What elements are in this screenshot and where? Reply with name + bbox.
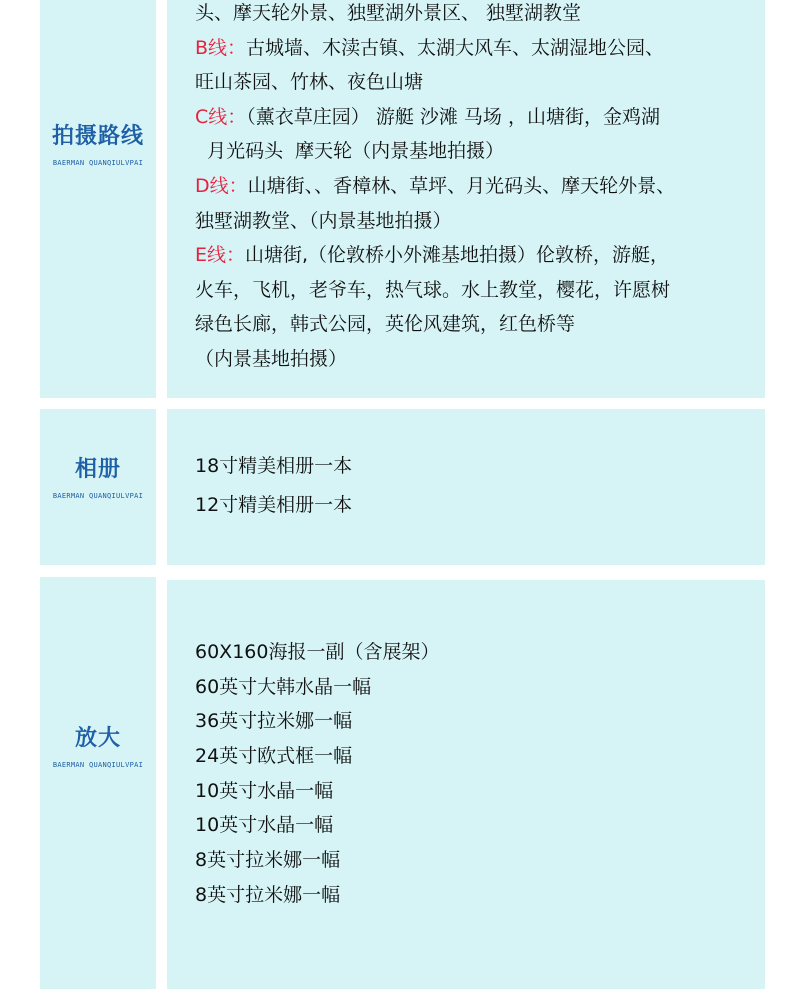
enlarge-item: 60英寸大韩水晶一幅 bbox=[195, 675, 372, 698]
route-line-text: 独墅湖教堂、（内景基地拍摄） bbox=[195, 209, 452, 232]
route-line-key: B线： bbox=[195, 36, 247, 59]
enlarge-list bbox=[195, 635, 755, 913]
route-line-text: 山塘街,（伦敦桥小外滩基地拍摄）伦敦桥，游艇， bbox=[245, 244, 670, 267]
route-line-text: 古城墙、木渎古镇、太湖大风车、太湖湿地公园、 bbox=[246, 36, 665, 59]
route-line-key: E线： bbox=[195, 244, 246, 267]
route-line bbox=[195, 0, 755, 31]
routes-label-cell bbox=[40, 0, 156, 398]
enlarge-item: 8英寸拉米娜一幅 bbox=[195, 883, 341, 906]
album-list bbox=[195, 447, 755, 525]
route-line bbox=[195, 342, 755, 377]
enlarge-item: 10英寸水晶一幅 bbox=[195, 779, 334, 802]
route-line-text: 绿色长廊，韩式公园，英伦风建筑，红色桥等 bbox=[195, 313, 576, 336]
album-title: 相册 bbox=[74, 457, 121, 482]
album-item: 18寸精美相册一本 bbox=[195, 455, 353, 477]
routes-title: 拍摄路线 bbox=[51, 124, 144, 149]
route-line-text: 头、摩天轮外景、独墅湖外景区、 独墅湖教堂 bbox=[195, 2, 582, 24]
routes-subtitle: BAERMAN QUANQIULVPAI bbox=[52, 159, 144, 167]
enlarge-title: 放大 bbox=[74, 726, 121, 751]
enlarge-item: 8英寸拉米娜一幅 bbox=[195, 849, 341, 872]
album-subtitle: BAERMAN QUANQIULVPAI bbox=[52, 492, 144, 500]
album-label-cell bbox=[40, 409, 156, 565]
route-line bbox=[195, 31, 755, 66]
enlarge-label-cell bbox=[40, 577, 156, 989]
enlarge-item: 60X160海报一副（含展架） bbox=[195, 641, 440, 663]
route-line-key: D线： bbox=[195, 174, 248, 197]
route-line-text: 月光码头 摩天轮（内景基地拍摄） bbox=[195, 140, 505, 163]
route-line bbox=[195, 307, 755, 342]
album-content-cell bbox=[167, 409, 765, 565]
enlarge-item: 24英寸欧式框一幅 bbox=[195, 745, 353, 768]
route-line bbox=[195, 238, 755, 273]
route-line bbox=[195, 100, 755, 135]
route-line bbox=[195, 169, 755, 204]
route-line-text: 火车，飞机，老爷车，热气球。水上教堂，樱花，许愿树 bbox=[195, 278, 671, 301]
route-line-text: 旺山茶园、竹林、夜色山塘 bbox=[195, 71, 424, 94]
enlarge-subtitle: BAERMAN QUANQIULVPAI bbox=[52, 761, 144, 769]
routes-content-cell bbox=[167, 0, 765, 398]
route-line-text: 山塘街、、香樟林、草坪、月光码头、摩天轮外景、 bbox=[247, 174, 676, 197]
route-line-text: （内景基地拍摄） bbox=[195, 347, 348, 370]
route-line bbox=[195, 273, 755, 308]
enlarge-item: 36英寸拉米娜一幅 bbox=[195, 710, 353, 733]
enlarge-item: 10英寸水晶一幅 bbox=[195, 814, 334, 837]
route-line bbox=[195, 65, 755, 100]
routes-list bbox=[195, 0, 755, 377]
enlarge-content-cell bbox=[167, 580, 765, 989]
route-line-key: C线： bbox=[195, 105, 247, 128]
route-line bbox=[195, 134, 755, 169]
route-line-text: （薰衣草庄园） 游艇 沙滩 马场 ，山塘街，金鸡湖 bbox=[246, 105, 660, 128]
route-line bbox=[195, 204, 755, 239]
album-item: 12寸精美相册一本 bbox=[195, 494, 353, 516]
